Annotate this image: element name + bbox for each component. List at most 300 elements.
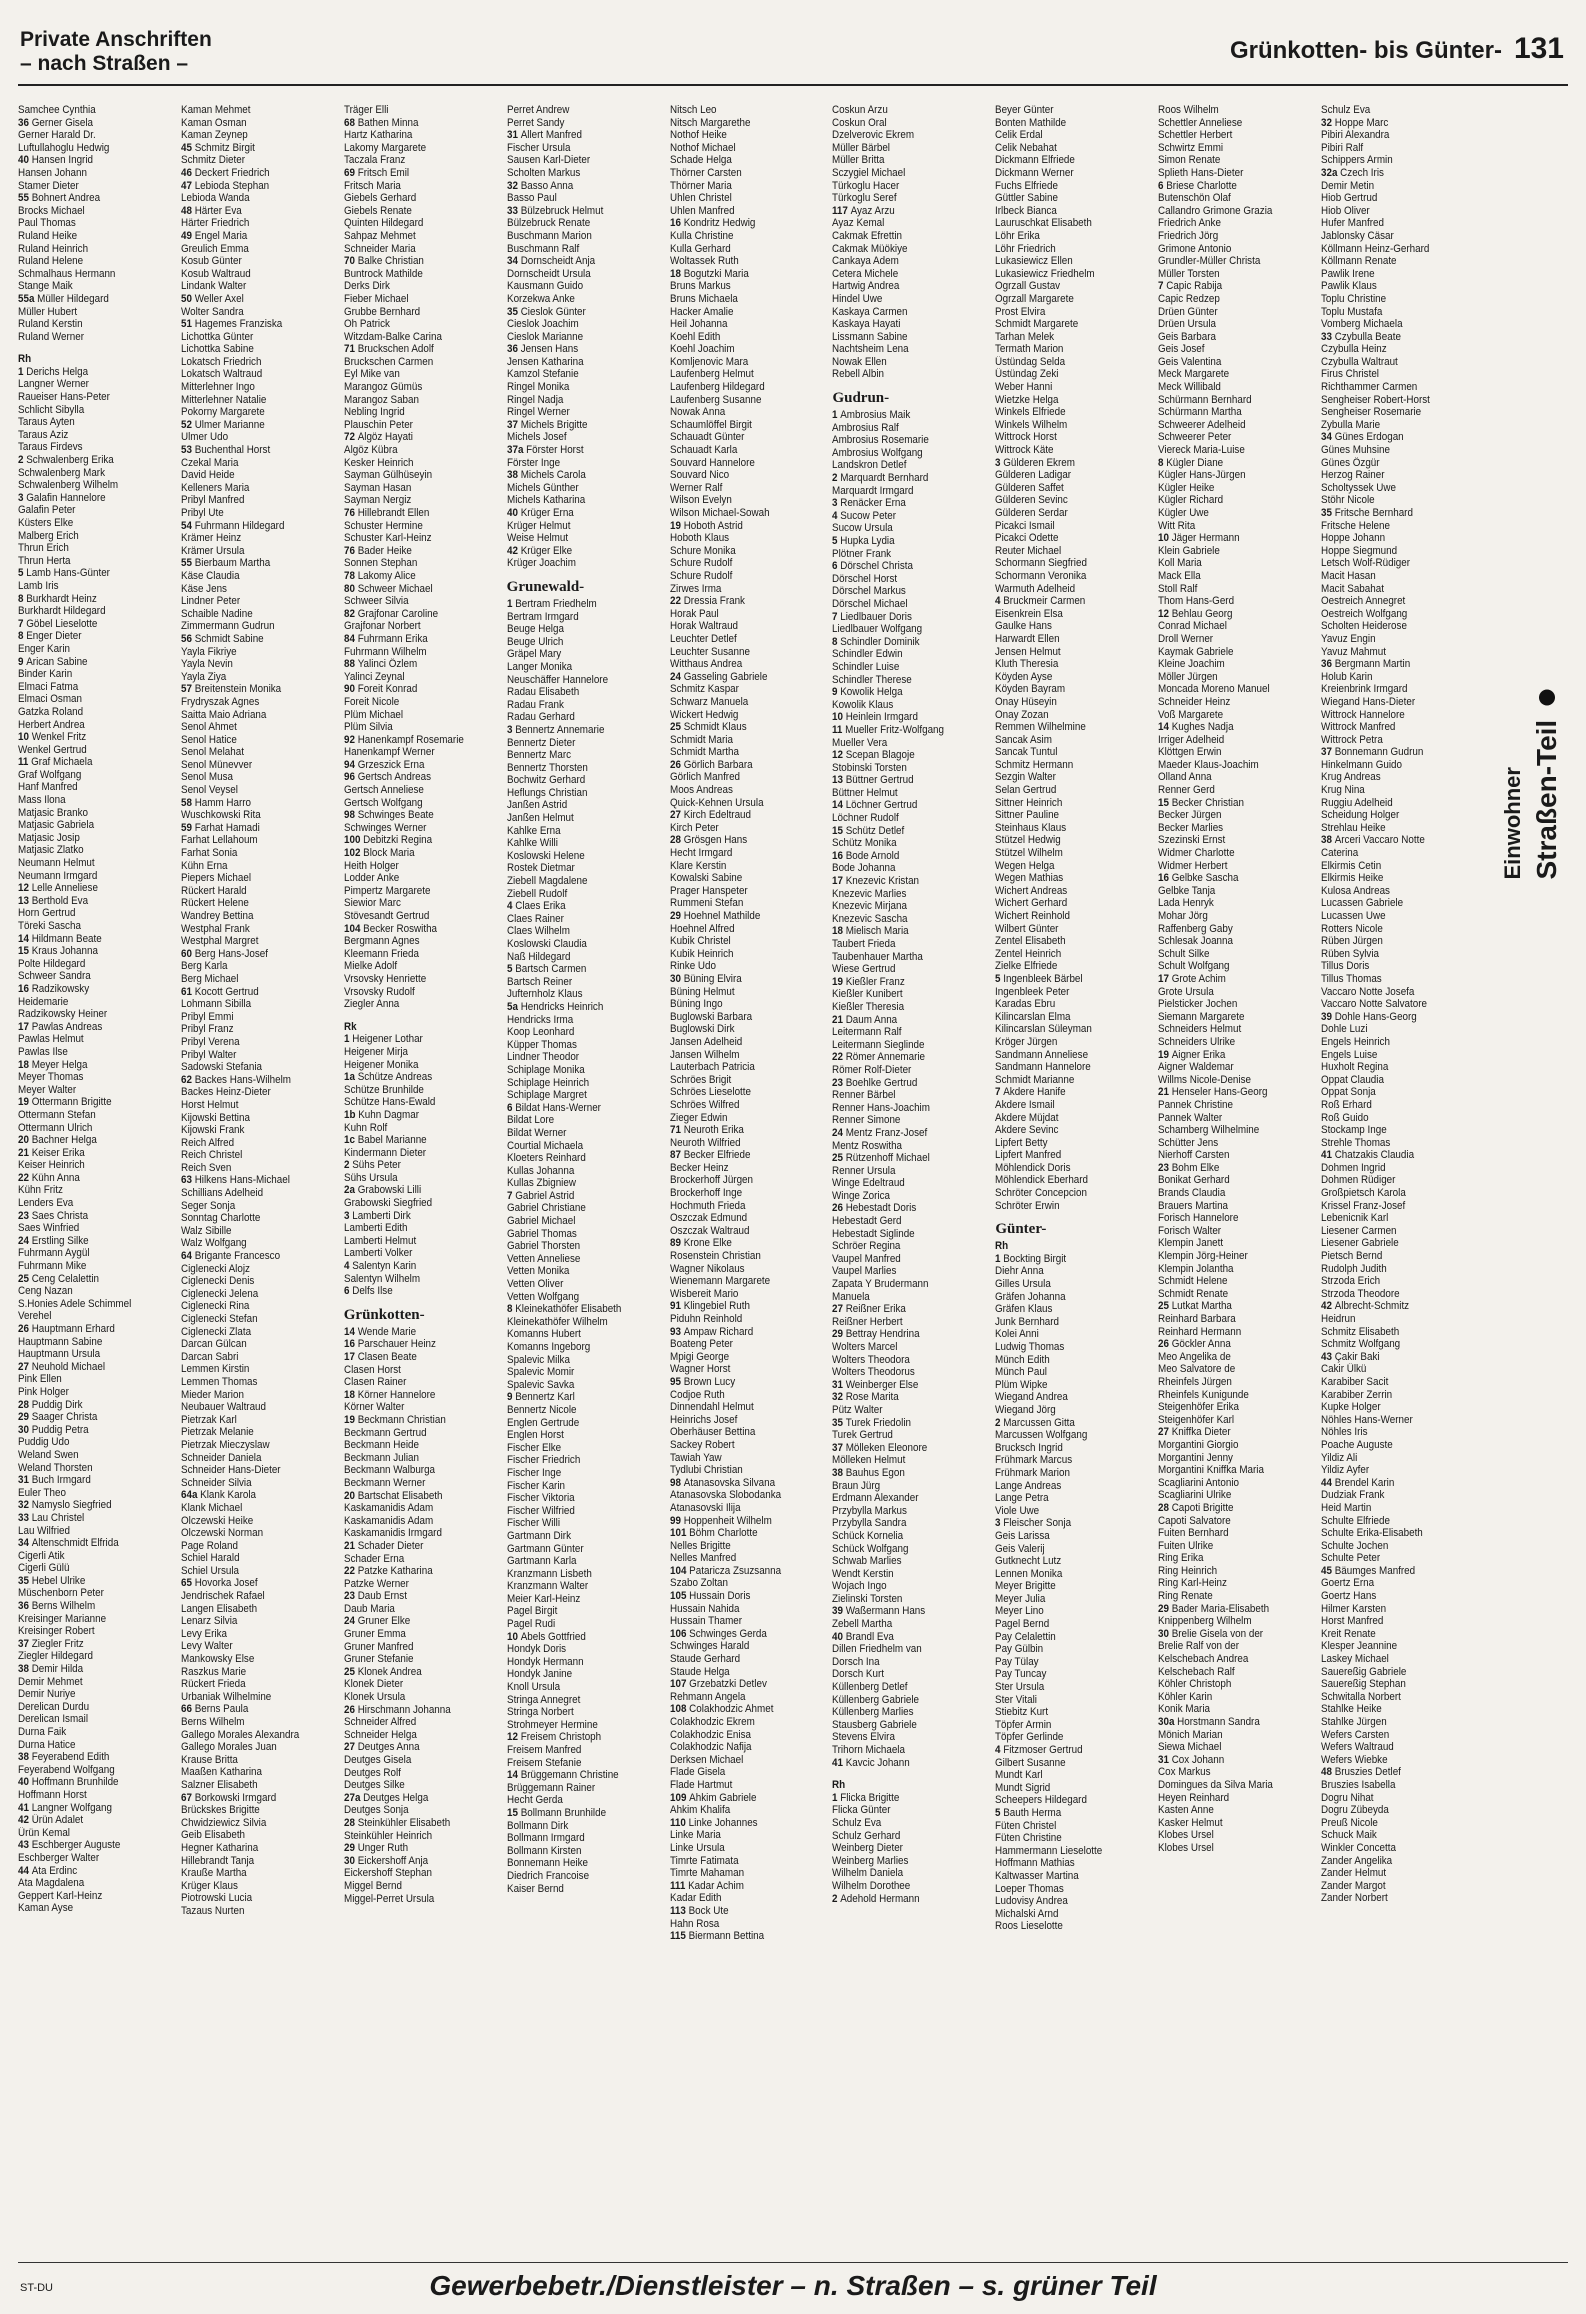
resident-entry: Forisch Walter [1158, 1224, 1222, 1237]
resident-entry: Wojach Ingo [832, 1580, 887, 1593]
resident-entry: Elmaci Fatma [18, 680, 79, 693]
house-number: 36 [18, 116, 32, 129]
resident-entry: 3 Lamberti Dirk [343, 1209, 411, 1222]
resident-entry: Dornscheidt Ursula [506, 267, 591, 280]
resident-entry: Ring Karl-Heinz [1158, 1577, 1228, 1590]
resident-entry: Ciglenecki Jelena [180, 1287, 259, 1300]
resident-entry: Schiplage Margret [506, 1089, 587, 1102]
resident-entry: Zieger Edwin [669, 1111, 728, 1124]
resident-entry: 27 Kirch Edeltraud [669, 809, 751, 822]
resident-entry: Pimpertz Margarete [343, 884, 431, 897]
house-number: 34 [506, 255, 521, 268]
resident-entry: Ogrzall Gustav [995, 280, 1061, 293]
resident-entry: Mundt Sigrid [995, 1781, 1051, 1794]
resident-entry: Kaskaya Carmen [832, 305, 908, 318]
resident-entry: 19 Beckmann Christian [343, 1413, 446, 1426]
resident-entry: Droll Werner [1158, 632, 1214, 645]
resident-entry: Staude Helga [669, 1665, 730, 1678]
resident-entry: Vetten Wolfgang [506, 1290, 579, 1303]
resident-entry: Miggel-Perret Ursula [343, 1892, 435, 1905]
resident-entry: Liesener Gabriele [1321, 1237, 1399, 1250]
resident-entry: Gülderen Ladigar [995, 469, 1072, 482]
resident-entry: Siemann Margarete [1158, 1010, 1245, 1023]
house-number: 98 [343, 809, 358, 822]
resident-entry: Schwab Marlies [832, 1555, 902, 1568]
house-number: 90 [343, 683, 358, 696]
resident-entry: Stützel Hedwig [995, 834, 1061, 847]
house-number: 1 [832, 409, 841, 422]
resident-entry: Tillus Doris [1321, 960, 1370, 973]
resident-entry: Picakci Odette [995, 532, 1059, 545]
resident-entry: Rummeni Stefan [669, 897, 743, 910]
resident-entry: Lauterbach Patricia [669, 1061, 755, 1074]
resident-entry: Werner Ralf [669, 481, 722, 494]
resident-entry: Schlicht Sibylla [18, 403, 85, 416]
house-number: 36 [506, 343, 521, 356]
resident-entry: Nowak Ellen [832, 355, 888, 368]
resident-entry: Möhlendick Doris [995, 1161, 1071, 1174]
resident-entry: Akdere Sevinc [995, 1124, 1059, 1137]
house-number: 30 [669, 972, 684, 985]
resident-entry: 54 Fuhrmann Hildegard [180, 519, 285, 532]
resident-entry: Müller Britta [832, 154, 885, 167]
resident-entry: Schröter Concepcion [995, 1187, 1088, 1200]
resident-entry: Schult Silke [1158, 947, 1210, 960]
resident-entry: Strohmeyer Hermine [506, 1718, 598, 1731]
resident-entry: Kahlke Erna [506, 824, 561, 837]
resident-entry: Pibiri Alexandra [1321, 129, 1390, 142]
house-number: 14 [343, 1325, 358, 1338]
house-number: 9 [506, 1391, 515, 1404]
resident-entry: Ottermann Stefan [18, 1108, 96, 1121]
resident-entry: Beuge Helga [506, 623, 564, 636]
house-number: 5 [18, 567, 27, 580]
resident-entry: Kirch Peter [669, 821, 719, 834]
resident-entry: Taubert Frieda [832, 938, 896, 950]
resident-entry: Ciglenecki Rina [180, 1300, 250, 1313]
resident-entry: 39 Waßermann Hans [832, 1605, 926, 1618]
resident-entry: Tillus Thomas [1321, 972, 1382, 985]
resident-entry: Schwinges Harald [669, 1640, 749, 1653]
house-number: 37 [506, 418, 521, 431]
resident-entry: Gilles Ursula [995, 1278, 1052, 1291]
house-number: 19 [832, 975, 847, 988]
resident-entry: Löhr Friedrich [995, 242, 1057, 255]
directory-column [18, 104, 173, 2254]
resident-entry: Bennertz Nicole [506, 1403, 577, 1416]
resident-entry: Bruns Markus [669, 280, 731, 293]
resident-entry: Coskun Arzu [832, 104, 889, 116]
resident-entry: Sauereßig Gabriele [1321, 1665, 1407, 1678]
resident-entry: Bonikat Gerhard [1158, 1174, 1230, 1187]
resident-entry: Remmen Wilhelmine [995, 721, 1087, 734]
resident-entry: Stevens Elvira [832, 1731, 896, 1744]
resident-entry: Eickershoff Stephan [343, 1867, 432, 1880]
house-number: 9 [18, 655, 27, 668]
resident-entry: Lemmen Thomas [180, 1375, 258, 1388]
resident-entry: Hendricks Irma [506, 1013, 573, 1026]
resident-entry: 5 Hupka Lydia [832, 535, 896, 547]
resident-entry: Irriger Adelheid [1158, 733, 1225, 746]
resident-entry: Vomberg Michaela [1321, 318, 1403, 331]
resident-entry: Codjoe Ruth [669, 1388, 725, 1401]
resident-entry: Fischer Willi [506, 1517, 560, 1530]
resident-entry: Saes Winfried [18, 1222, 80, 1235]
house-number: 110 [669, 1816, 689, 1829]
resident-entry: Pay Celalettin [995, 1630, 1057, 1643]
house-number: 99 [669, 1514, 684, 1527]
resident-entry: Kahlke Willi [506, 837, 558, 850]
house-number: 38 [832, 1466, 847, 1479]
resident-entry: Stöhr Nicole [1321, 494, 1375, 507]
resident-entry: Koslowski Helene [506, 849, 585, 862]
resident-entry: Stahlke Jürgen [1321, 1716, 1387, 1728]
resident-entry: Berg Michael [180, 972, 239, 985]
resident-entry: 12 Freisem Christoph [506, 1731, 601, 1744]
resident-entry: Müller Torsten [1158, 267, 1220, 280]
resident-entry: Firus Christel [1321, 368, 1380, 381]
resident-entry: Kelschebach Ralf [1158, 1665, 1235, 1678]
resident-entry: Krüger Klaus [180, 1879, 238, 1892]
resident-entry: Wienemann Margarete [669, 1275, 770, 1288]
resident-entry: Ring Heinrich [1158, 1564, 1218, 1577]
resident-entry: Schmidt Renate [1158, 1287, 1229, 1300]
resident-entry: Kießler Kunibert [832, 988, 904, 1001]
house-number: 31 [506, 129, 521, 142]
directory-column [507, 104, 662, 2254]
house-number: 32 [832, 1391, 847, 1404]
resident-entry: Münch Paul [995, 1366, 1048, 1379]
resident-entry: 37a Förster Horst [506, 444, 584, 457]
resident-entry: Leuchter Susanne [669, 645, 750, 658]
resident-entry: Langer Monika [506, 660, 572, 673]
house-number: 10 [1158, 532, 1172, 545]
resident-entry: 37 Ziegler Fritz [18, 1637, 84, 1650]
resident-entry: Müller Bärbel [832, 141, 891, 154]
resident-entry: Radzikowsky Heiner [18, 1008, 108, 1021]
resident-entry: Träger Elli [343, 104, 389, 116]
house-number: 106 [669, 1627, 689, 1640]
resident-entry: Kasker Helmut [1158, 1816, 1223, 1829]
resident-entry: Winkels Elfriede [995, 406, 1066, 419]
house-number: 80 [343, 582, 358, 595]
resident-entry: Cieslok Marianne [506, 330, 583, 343]
resident-entry: Heinrichs Josef [669, 1413, 737, 1426]
resident-entry: Foreit Nicole [343, 695, 400, 708]
resident-entry: 2 Marquardt Bernhard [832, 472, 929, 485]
resident-entry: Weland Thorsten [18, 1461, 93, 1474]
resident-entry: Fritsch Maria [343, 179, 401, 192]
resident-entry: Bollmann Kirsten [506, 1844, 582, 1857]
resident-entry: 46 Deckert Friedrich [180, 166, 270, 179]
resident-entry: Ingenbleek Peter [995, 985, 1070, 998]
resident-entry: 95 Brown Lucy [669, 1375, 735, 1388]
resident-entry: 8 Enger Dieter [18, 630, 82, 643]
house-number: 7 [506, 1189, 515, 1202]
resident-entry: Gabriel Christiane [506, 1202, 586, 1215]
resident-entry: Sittner Heinrich [995, 796, 1063, 809]
house-number: 55 [180, 557, 195, 570]
resident-entry: Kleemann Frieda [343, 947, 419, 960]
house-number: 32 [506, 179, 521, 192]
resident-entry: Elkirmis Heike [1321, 872, 1384, 885]
resident-entry: Sancak Asim [995, 733, 1053, 746]
house-number: 5a [506, 1000, 521, 1013]
resident-entry: Ciglenecki Alojz [180, 1262, 250, 1275]
resident-entry: 4 Fitzmoser Gertrud [995, 1744, 1083, 1756]
resident-entry: 5 Ingenbleek Bärbel [995, 972, 1083, 985]
resident-entry: Janßen Helmut [506, 812, 574, 825]
house-number: 1 [18, 365, 27, 378]
resident-entry: Kijowski Frank [180, 1124, 245, 1137]
house-number: 109 [669, 1791, 689, 1804]
house-number: 3 [995, 1517, 1004, 1530]
resident-entry: 48 Bruszies Detlef [1321, 1766, 1402, 1779]
resident-entry: Oberhäuser Bettina [669, 1426, 755, 1439]
resident-entry: Fuiten Bernhard [1158, 1527, 1229, 1540]
resident-entry: Klempin Janett [1158, 1237, 1224, 1250]
resident-entry: Taraus Aziz [18, 428, 69, 441]
resident-entry: Pribyl Ute [180, 507, 224, 519]
house-number: 19 [669, 519, 684, 532]
resident-entry: Mohar Jörg [1158, 910, 1209, 922]
resident-entry: 89 Krone Elke [669, 1237, 732, 1250]
resident-entry: Sahpaz Mehmet [343, 229, 416, 242]
resident-entry: Harwardt Ellen [995, 632, 1060, 645]
resident-entry: Gartmann Günter [506, 1542, 584, 1555]
resident-entry: Herbert Andrea [18, 718, 85, 731]
resident-entry: 18 Mielisch Maria [832, 925, 910, 938]
resident-entry: Körner Walter [343, 1401, 405, 1414]
resident-entry: Woltassek Ruth [669, 255, 739, 268]
resident-entry: Neumann Irmgard [18, 869, 98, 882]
resident-entry: Geis Josef [1158, 343, 1205, 356]
resident-entry: Ziegler Anna [343, 998, 400, 1011]
resident-entry: Tydlubi Christian [669, 1464, 743, 1477]
resident-entry: Horak Paul [669, 607, 719, 620]
resident-entry: 35 Cieslok Günter [506, 305, 586, 318]
house-number: 27 [832, 1303, 847, 1316]
footer-code: ST-DU [20, 2282, 53, 2294]
resident-entry: 104 Becker Roswitha [343, 922, 437, 935]
house-number: 115 [669, 1930, 689, 1943]
resident-entry: Souvard Nico [669, 469, 729, 482]
resident-entry: 16 Bode Arnold [832, 849, 900, 862]
house-number: 46 [180, 166, 195, 179]
resident-entry: Bruckschen Carmen [343, 355, 433, 368]
resident-entry: Celik Erdal [995, 129, 1043, 142]
resident-entry: Schütz Monika [832, 837, 898, 850]
resident-entry: Hacker Amalie [669, 305, 734, 318]
resident-entry: Scagliarini Ulrike [1158, 1489, 1232, 1502]
resident-entry: 98 Atanasovska Silvana [669, 1476, 775, 1489]
side-tab-line1: Einwohner [1500, 767, 1525, 880]
resident-entry: Deutges Silke [343, 1779, 405, 1792]
resident-entry: Gräfen Klaus [995, 1303, 1053, 1316]
resident-entry: Schlesak Joanna [1158, 935, 1234, 948]
resident-entry: Simon Renate [1158, 154, 1221, 167]
resident-entry: Koehl Joachim [669, 343, 735, 356]
resident-entry: Klank Michael [180, 1501, 243, 1514]
resident-entry: Kaltwasser Martina [995, 1869, 1080, 1882]
directory-column [995, 104, 1150, 2254]
resident-entry: Backes Heinz-Dieter [180, 1086, 271, 1099]
resident-entry: Rosenstein Christian [669, 1250, 761, 1263]
house-number: 22 [832, 1051, 847, 1064]
resident-entry: Sczygiel Michael [832, 166, 906, 179]
house-number: 44 [18, 1864, 32, 1877]
resident-entry: 32 Rose Marita [832, 1391, 900, 1404]
resident-entry: Farhat Lellahoum [180, 834, 258, 847]
house-number: 24 [18, 1234, 32, 1247]
resident-entry: Kowalski Sabine [669, 872, 742, 885]
house-number: 26 [1158, 1338, 1172, 1351]
resident-entry: Sayman Hasan [343, 481, 412, 494]
resident-entry: 30 Büning Elvira [669, 972, 742, 985]
resident-entry: 113 Bock Ute [669, 1904, 729, 1917]
resident-entry: Stövesandt Gertrud [343, 910, 430, 922]
resident-entry: Brocks Michael [18, 204, 85, 217]
house-number: 41 [18, 1801, 32, 1814]
resident-entry: Heidemarie [18, 995, 69, 1008]
resident-entry: Wilson Michael-Sowah [669, 507, 770, 519]
resident-entry: Sittner Pauline [995, 809, 1060, 822]
resident-entry: Schweerer Adelheid [1158, 418, 1246, 431]
resident-entry: Nöhles Iris [1321, 1426, 1368, 1439]
side-tab-label [1496, 690, 1564, 880]
house-number: 89 [669, 1237, 684, 1250]
house-number: 2 [18, 454, 27, 467]
resident-entry: Onay Zozan [995, 708, 1049, 721]
resident-entry: Wagner Horst [669, 1363, 730, 1376]
resident-entry: Lucassen Gabriele [1321, 897, 1404, 910]
resident-entry: Levy Erika [180, 1627, 227, 1640]
house-number: 2 [343, 1159, 352, 1172]
resident-entry: Fischer Ursula [506, 141, 571, 154]
resident-entry: Claes Rainer [506, 912, 564, 925]
house-number: 15 [18, 945, 32, 958]
resident-entry: Sancak Tuntul [995, 746, 1058, 759]
resident-entry: Dohmen Ingrid [1321, 1161, 1386, 1174]
resident-entry: Schneider Alfred [343, 1716, 417, 1729]
resident-entry: Michels Josef [506, 431, 567, 444]
resident-entry: 24 Erstling Silke [18, 1234, 89, 1247]
resident-entry: Wolter Sandra [180, 305, 244, 318]
resident-entry: Bruns Michaela [669, 292, 738, 305]
resident-entry: Scholtyssek Uwe [1321, 481, 1397, 494]
resident-entry: Schamberg Wilhelmine [1158, 1124, 1260, 1137]
resident-entry: Scheidung Holger [1321, 809, 1400, 822]
house-number: 2 [832, 472, 841, 485]
resident-entry: Gabriel Michael [506, 1215, 576, 1228]
resident-entry: Hegner Katharina [180, 1841, 259, 1854]
resident-entry: Flade Hartmut [669, 1778, 732, 1791]
resident-entry: 35 Fritsche Bernhard [1321, 507, 1414, 519]
resident-entry: 38 Arceri Vaccaro Notte [1321, 834, 1425, 847]
resident-entry: Morgantini Kniffka Maria [1158, 1464, 1265, 1477]
resident-entry: 39 Dohle Hans-Georg [1321, 1010, 1417, 1023]
resident-entry: 80 Schweer Michael [343, 582, 433, 595]
street-heading: Grünkotten- [343, 1306, 425, 1323]
resident-entry: Rüben Sylvia [1321, 947, 1380, 960]
resident-entry: Hoehnel Alfred [669, 922, 735, 935]
resident-entry: Meck Willibald [1158, 381, 1222, 394]
resident-entry: 7 Capic Rabija [1158, 280, 1223, 293]
resident-entry: Salzner Elisabeth [180, 1778, 258, 1791]
resident-entry: Zirwes Irma [669, 582, 721, 595]
resident-entry: 41 Kavcic Johann [832, 1756, 911, 1769]
resident-entry: Celik Nebahat [995, 141, 1058, 154]
house-number: 34 [18, 1537, 32, 1550]
resident-entry: Schaumlöffel Birgit [669, 418, 752, 431]
resident-entry: 36 Jensen Hans [506, 343, 578, 356]
resident-entry: Taczala Franz [343, 154, 406, 167]
resident-entry: Deutges Sonja [343, 1804, 409, 1817]
resident-entry: Demir Mehmet [18, 1675, 83, 1688]
resident-entry: Küsters Elke [18, 517, 74, 529]
resident-entry: 8 Kleinekathöfer Elisabeth [506, 1303, 622, 1316]
resident-entry: Ring Erika [1158, 1552, 1204, 1565]
resident-entry: 19 Kießler Franz [832, 975, 906, 988]
resident-entry: Moos Andreas [669, 784, 733, 797]
resident-entry: Zielinski Torsten [832, 1592, 903, 1605]
resident-entry: Pribyl Emmi [180, 1010, 234, 1023]
page-number: 131 [1513, 32, 1564, 65]
resident-entry: Schütter Jens [1158, 1136, 1219, 1149]
resident-entry: Kosub Waltraud [180, 267, 251, 280]
resident-entry: Pietsch Bernd [1321, 1250, 1383, 1263]
resident-entry: Dörschel Michael [832, 597, 908, 610]
resident-entry: Oestreich Wolfgang [1321, 607, 1408, 620]
resident-entry: Seger Sonja [180, 1199, 236, 1212]
house-number: 96 [343, 771, 358, 784]
house-number: 28 [343, 1816, 358, 1829]
resident-entry: 36 Gerner Gisela [18, 116, 93, 129]
resident-entry: Burkhardt Hildegard [18, 605, 106, 618]
resident-entry: Kaman Zeynep [180, 129, 248, 142]
resident-entry: Pawlas Ilse [18, 1045, 68, 1058]
resident-entry: Wefers Carsten [1321, 1728, 1390, 1741]
resident-entry: Frühmark Marion [995, 1466, 1071, 1479]
house-number: 5 [832, 535, 841, 547]
house-number: 1b [343, 1108, 358, 1121]
house-number: 23 [343, 1590, 358, 1603]
resident-entry: Liesener Carmen [1321, 1224, 1397, 1237]
resident-entry: Fischer Wilfried [506, 1504, 575, 1517]
resident-entry: 43 Eschberger Auguste [18, 1839, 121, 1852]
house-number: 30a [1158, 1716, 1178, 1728]
resident-entry: Perret Sandy [506, 116, 565, 129]
resident-entry: 24 Mentz Franz-Josef [832, 1126, 928, 1139]
resident-entry: Luftullahoglu Hedwig [18, 141, 110, 154]
resident-entry: 28 Grösgen Hans [669, 834, 747, 847]
resident-entry: Schiplage Heinrich [506, 1076, 589, 1089]
resident-entry: Weise Helmut [506, 532, 568, 545]
resident-entry: Claes Wilhelm [506, 925, 570, 938]
resident-entry: 29 Unger Ruth [343, 1842, 408, 1855]
resident-entry: Elkirmis Cetin [1321, 859, 1382, 872]
resident-entry: Ambrosius Wolfgang [832, 446, 924, 459]
resident-entry: Wolters Marcel [832, 1341, 898, 1353]
resident-entry: Wolters Theodora [832, 1353, 911, 1366]
resident-entry: 8 Burkhardt Heinz [18, 592, 97, 605]
resident-entry: Pay Tülay [995, 1655, 1039, 1668]
house-number: 26 [343, 1703, 358, 1716]
resident-entry: 35 Hebel Ulrike [18, 1574, 86, 1587]
house-number: 12 [18, 882, 32, 895]
resident-entry: Walz Sibille [180, 1224, 232, 1237]
resident-entry: Kaiser Bernd [506, 1882, 564, 1895]
